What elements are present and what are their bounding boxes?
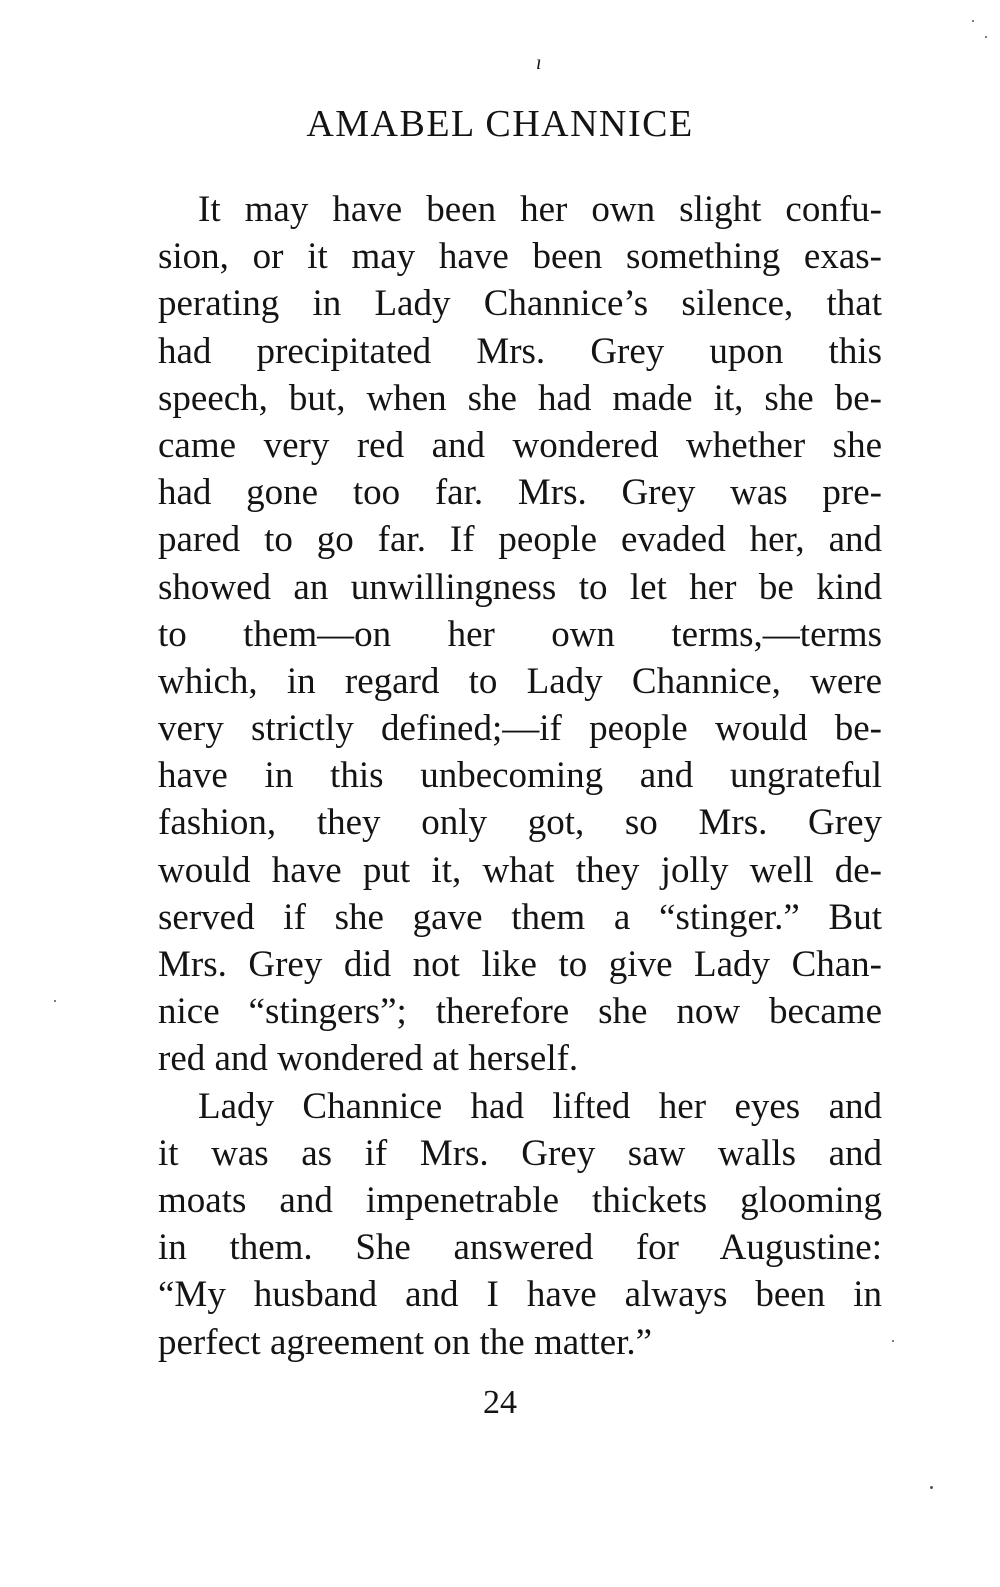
running-head-title: AMABEL CHANNICE [306,103,694,145]
text-line: served if she gave them a “stinger.” But [158,896,882,938]
text-line: perfect agreement on the matter.” [158,1321,653,1363]
scan-speck [930,1486,933,1489]
scan-speck [972,20,974,22]
paragraph-1 [158,186,882,1083]
text-line: had gone too far. Mrs. Grey was pre- [158,472,882,514]
scan-speck [985,36,987,38]
text-line: it was as if Mrs. Grey saw walls and [158,1132,882,1174]
text-line: red and wondered at herself. [158,1038,579,1080]
text-line: would have put it, what they jolly well de- [158,849,882,891]
body-text [158,186,882,1366]
text-line: “My husband and I have always been in [158,1274,882,1316]
text-line: showed an unwillingness to let her be kind [158,566,882,608]
text-line: nice “stingers”; therefore she now became [158,991,882,1033]
text-line: very strictly defined;—if people would be- [158,708,882,750]
page-number: 24 [483,1384,517,1421]
text-line: came very red and wondered whether she [158,424,882,466]
text-line: speech, but, when she had made it, she be- [158,377,882,419]
text-line: had precipitated Mrs. Grey upon this [158,330,882,372]
scan-speck [892,1340,894,1342]
text-line: Mrs. Grey did not like to give Lady Chan- [158,944,882,985]
text-line: pared to go far. If people evaded her, and [158,519,882,561]
paragraph-2 [158,1083,882,1366]
text-line: have in this unbecoming and ungrateful [158,755,882,797]
text-line: in them. She answered for Augustine: [158,1227,882,1269]
text-line: It may have been her own slight confu- [198,189,882,230]
text-line: fashion, they only got, so Mrs. Grey [158,802,882,844]
top-mark: ı [536,52,542,74]
text-line: Lady Channice had lifted her eyes and [198,1085,882,1127]
text-line: perating in Lady Channice’s silence, that [158,283,882,325]
text-line: moats and impenetrable thickets glooming [158,1179,882,1221]
text-line: to them—on her own terms,—terms [158,613,882,655]
scan-speck [54,1000,56,1002]
text-line: which, in regard to Lady Channice, were [158,660,882,702]
text-line: sion, or it may have been something exas- [158,236,882,278]
